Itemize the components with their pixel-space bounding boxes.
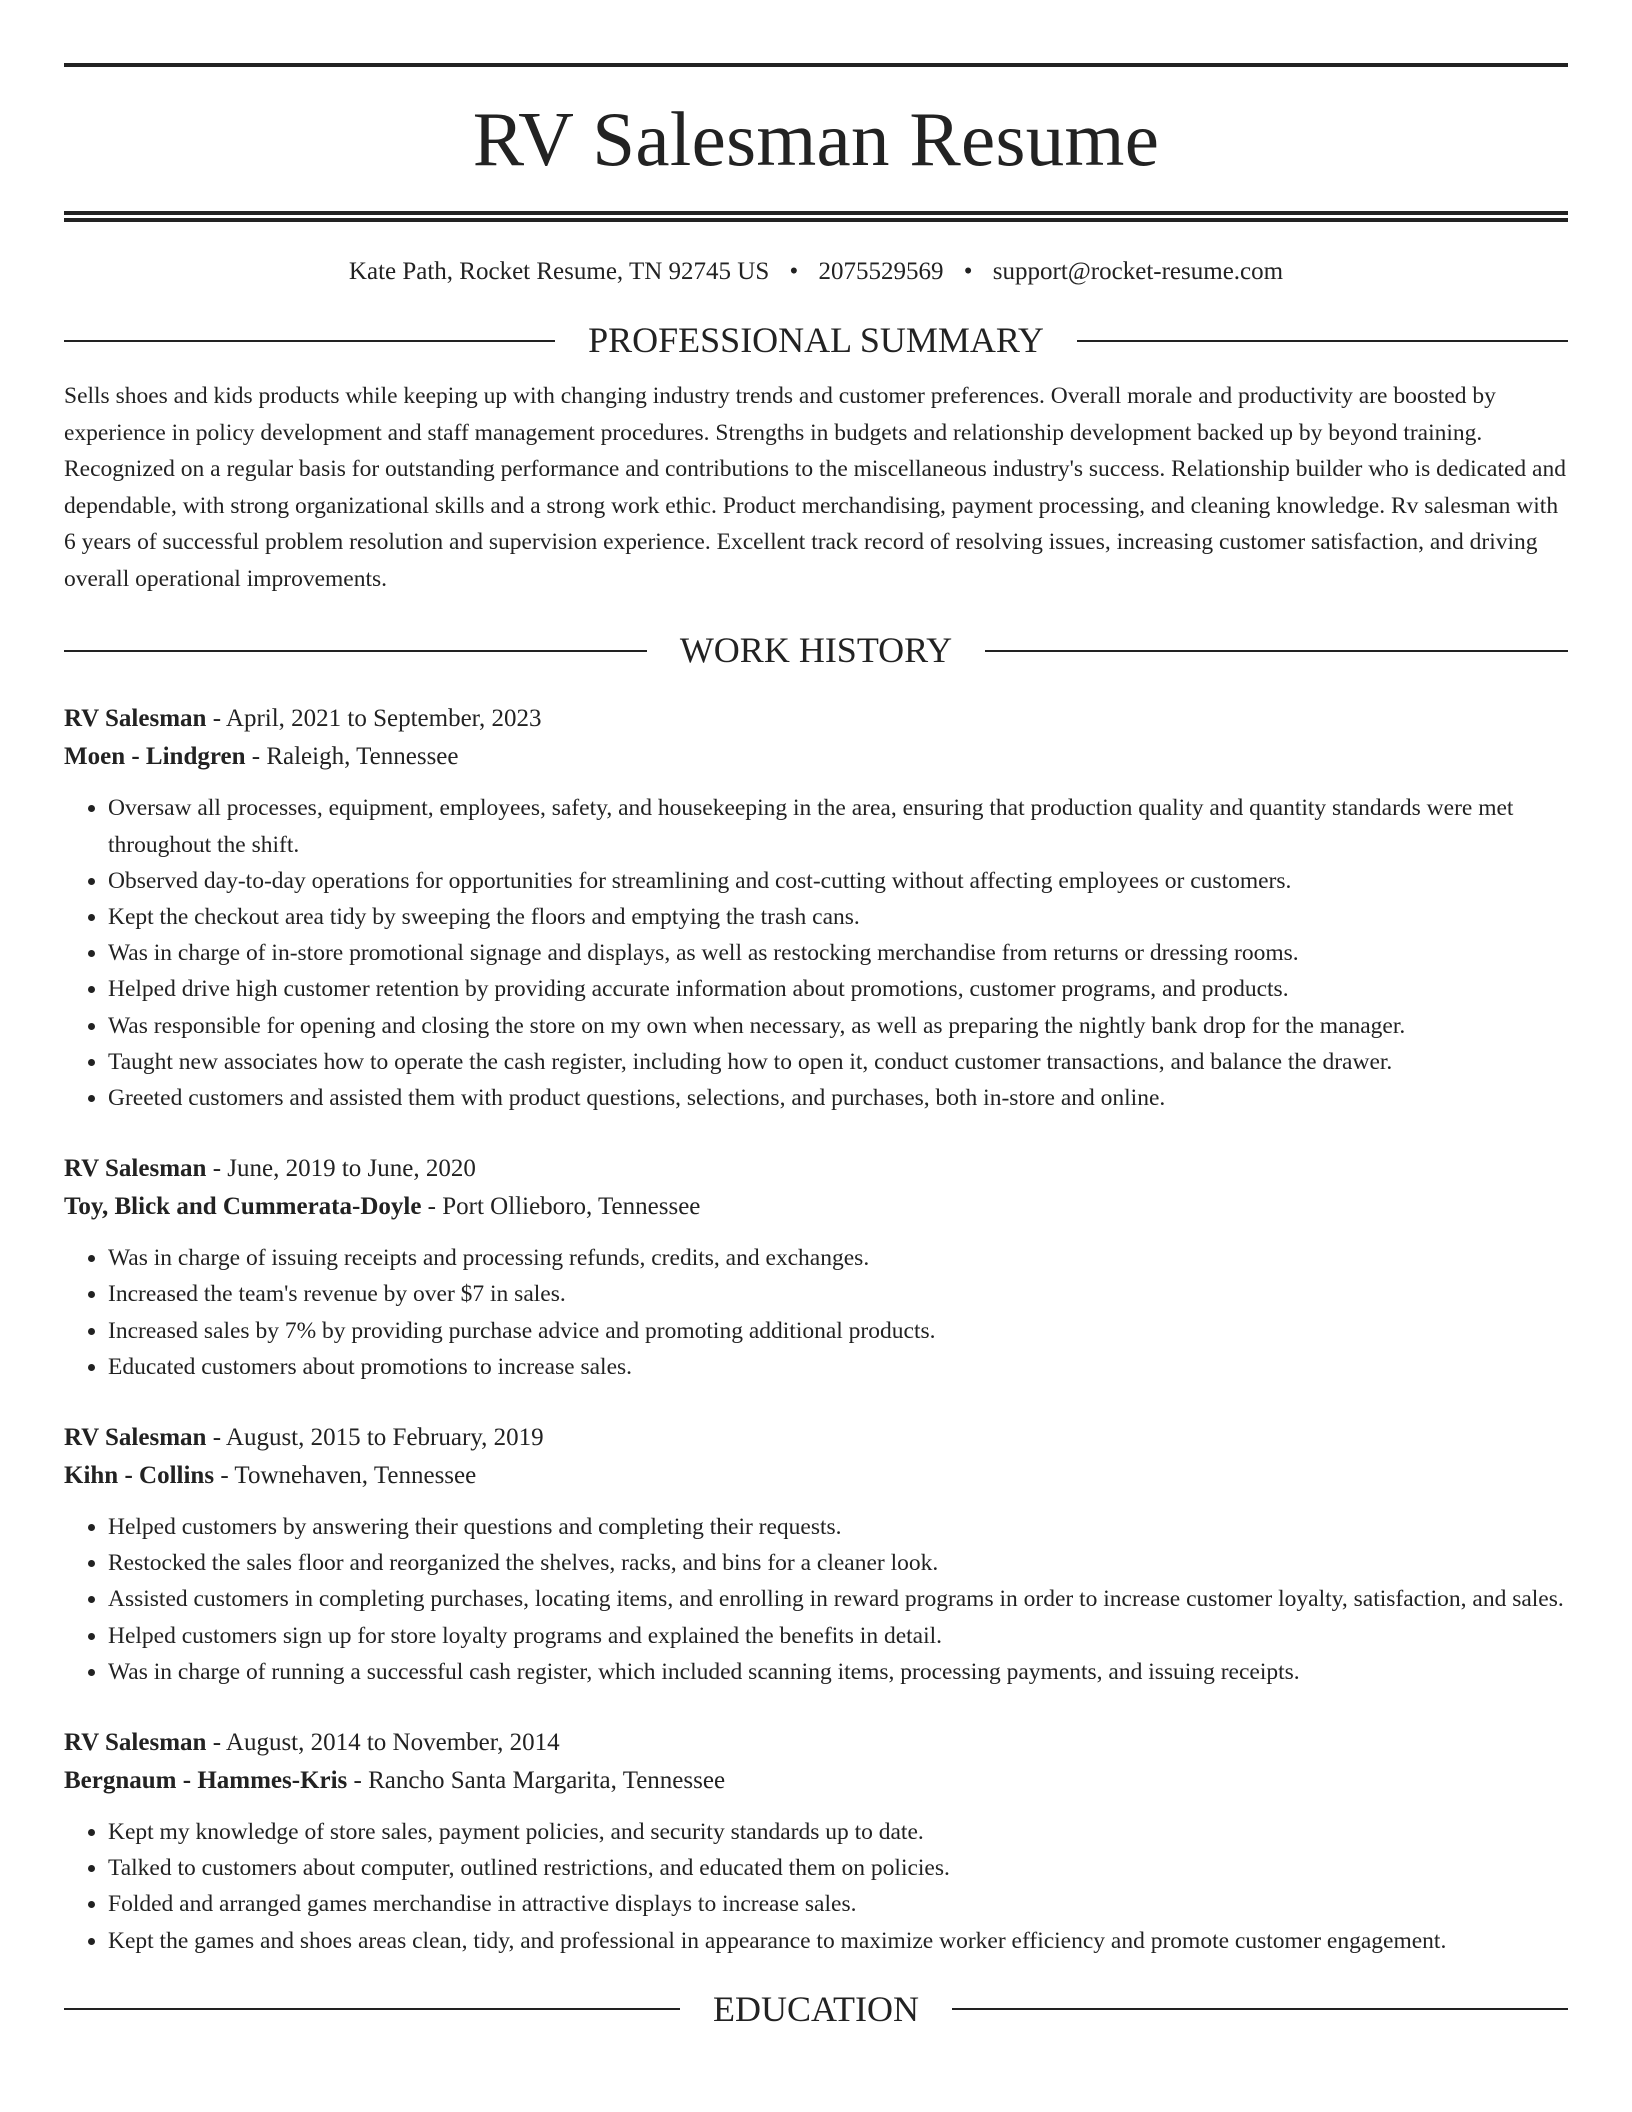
job-entry	[64, 1724, 1568, 1959]
job-bullet: • Was in charge of in-store promotional signage and displays, as well as restocking merchandise from returns or dressing rooms.	[108, 935, 1568, 971]
job-company: Bergnaum - Hammes-Kris	[64, 1767, 348, 1795]
section-title: EDUCATION	[713, 1988, 919, 2029]
heading-rule-right	[985, 650, 1568, 652]
job-entry	[64, 1150, 1568, 1385]
job-bullet: • Increased the team's revenue by over $7 in sales.	[108, 1276, 1568, 1312]
heading-rule-left	[64, 340, 555, 342]
job-bullet-list	[64, 790, 1568, 1116]
section-title: WORK HISTORY	[679, 630, 953, 671]
job-bullet: • Talked to customers about computer, outlined restrictions, and educated them on policies.	[108, 1850, 1568, 1886]
job-bullet-list	[64, 1509, 1568, 1690]
job-bullet: • Assisted customers in completing purchases, locating items, and enrolling in reward programs in order to increase customer loyalty, satisfaction, and sales.	[108, 1581, 1568, 1617]
heading-rule-right	[1077, 340, 1568, 342]
job-dates: - June, 2019 to June, 2020	[206, 1155, 476, 1183]
job-title: RV Salesman	[64, 705, 207, 733]
job-title: RV Salesman	[64, 1155, 207, 1183]
job-bullet-list	[64, 1240, 1568, 1385]
job-bullet: • Helped drive high customer retention by providing accurate information about promotions, customer programs, and products.	[108, 971, 1568, 1007]
job-company-line	[64, 1457, 1568, 1495]
heading-rule-right	[952, 2008, 1568, 2010]
header-top-rule	[64, 63, 1568, 67]
job-entry	[64, 1419, 1568, 1690]
summary-text: Sells shoes and kids products while keeping up with changing industry trends and customer preferences. Overall morale and productivity are boosted by experience in policy development and staff management procedures. Strengths in budgets and relationship development backed up by beyond training. Recognized on a regular basis for outstanding performance and contributions to the miscellaneous industry's success. Relationship builder who is dedicated and dependable, with strong organizational skills and a strong work ethic. Product merchandising, payment processing, and cleaning knowledge. Rv salesman with 6 years of successful problem resolution and supervision experience. Excellent track record of resolving issues, increasing customer satisfaction, and driving overall operational improvements.	[64, 383, 1566, 592]
job-title-line	[64, 1150, 1568, 1188]
job-bullet: • Kept my knowledge of store sales, payment policies, and security standards up to date.	[108, 1814, 1568, 1850]
job-company-line	[64, 1188, 1568, 1226]
work-history-section-heading	[64, 629, 1568, 672]
job-bullet: • Was responsible for opening and closing the store on my own when necessary, as well as preparing the nightly bank drop for the manager.	[108, 1008, 1568, 1044]
job-location: - Port Ollieboro, Tennessee	[421, 1193, 701, 1221]
resume-title: RV Salesman Resume	[472, 96, 1160, 182]
job-bullet: • Greeted customers and assisted them with product questions, selections, and purchases, both in-store and online.	[108, 1080, 1568, 1116]
job-company: Kihn - Collins	[64, 1462, 215, 1490]
job-bullet: • Was in charge of issuing receipts and processing refunds, credits, and exchanges.	[108, 1240, 1568, 1276]
job-bullet: • Helped customers sign up for store loyalty programs and explained the benefits in detail.	[108, 1618, 1568, 1654]
contact-address: Kate Path, Rocket Resume, TN 92745 US	[348, 258, 770, 285]
job-location: - Rancho Santa Margarita, Tennessee	[347, 1767, 726, 1795]
job-bullet: • Folded and arranged games merchandise in attractive displays to increase sales.	[108, 1886, 1568, 1922]
job-title-line	[64, 1419, 1568, 1457]
contact-separator: •	[963, 258, 973, 285]
contact-phone: 2075529569	[818, 258, 944, 285]
job-company-line	[64, 1762, 1568, 1800]
job-company: Toy, Blick and Cummerata-Doyle	[64, 1193, 422, 1221]
heading-rule-left	[64, 650, 647, 652]
job-entry	[64, 700, 1568, 1116]
job-company-line	[64, 738, 1568, 776]
job-dates: - August, 2015 to February, 2019	[206, 1424, 544, 1452]
summary-section-heading	[64, 319, 1568, 362]
job-company: Moen - Lindgren	[64, 743, 246, 771]
job-bullet: • Kept the games and shoes areas clean, tidy, and professional in appearance to maximize worker efficiency and promote customer engagement.	[108, 1923, 1568, 1959]
job-location: - Raleigh, Tennessee	[245, 743, 459, 771]
job-bullet: • Was in charge of running a successful cash register, which included scanning items, processing payments, and issuing receipts.	[108, 1654, 1568, 1690]
job-bullet: • Oversaw all processes, equipment, employees, safety, and housekeeping in the area, ensuring that production quality and quantity standards were met throughout the shift.	[108, 790, 1568, 862]
contact-line	[64, 257, 1568, 287]
job-bullet: • Taught new associates how to operate the cash register, including how to open it, conduct customer transactions, and balance the drawer.	[108, 1044, 1568, 1080]
job-bullet: • Kept the checkout area tidy by sweeping the floors and emptying the trash cans.	[108, 899, 1568, 935]
header-double-rule	[64, 211, 1568, 222]
section-title: PROFESSIONAL SUMMARY	[588, 320, 1044, 360]
job-bullet: • Helped customers by answering their questions and completing their requests.	[108, 1509, 1568, 1545]
contact-separator: •	[789, 258, 799, 285]
job-location: - Townehaven, Tennessee	[214, 1462, 477, 1490]
heading-rule-left	[64, 2008, 680, 2010]
job-title-line	[64, 700, 1568, 738]
job-title: RV Salesman	[64, 1424, 207, 1452]
job-bullet-list	[64, 1814, 1568, 1959]
job-bullet: • Educated customers about promotions to increase sales.	[108, 1349, 1568, 1385]
job-bullet: • Restocked the sales floor and reorganized the shelves, racks, and bins for a cleaner look.	[108, 1545, 1568, 1581]
job-bullet: • Observed day-to-day operations for opportunities for streamlining and cost-cutting without affecting employees or customers.	[108, 863, 1568, 899]
job-title: RV Salesman	[64, 1729, 207, 1757]
job-title-line	[64, 1724, 1568, 1762]
job-dates: - April, 2021 to September, 2023	[206, 705, 542, 733]
job-bullet: • Increased sales by 7% by providing purchase advice and promoting additional products.	[108, 1313, 1568, 1349]
education-section-heading	[64, 1988, 1568, 2031]
job-dates: - August, 2014 to November, 2014	[206, 1729, 560, 1757]
contact-email: support@rocket-resume.com	[992, 258, 1284, 285]
